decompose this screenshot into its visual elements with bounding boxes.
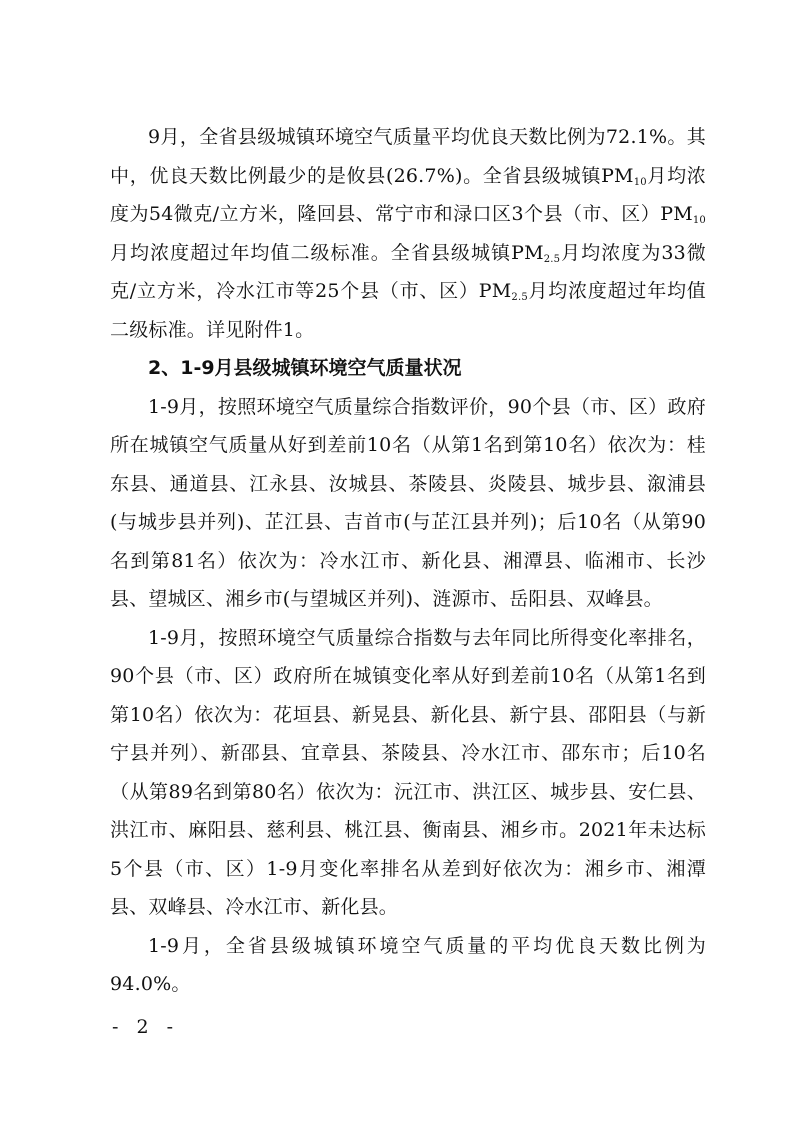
subscript: 2.5 — [511, 292, 528, 303]
text-segment: 月均浓度为33微克/立方米，冷水江市等25个县（市、区）PM — [110, 241, 707, 302]
section-heading: 2、1-9月县级城镇环境空气质量状况 — [148, 357, 462, 379]
text-segment: 9月，全省县级城镇环境空气质量平均优良天数比例为72.1%。其中，优良天数比例最少的是攸县(26.7%)。全省县级城镇PM — [110, 126, 706, 187]
document-body — [110, 118, 706, 1004]
paragraph-ranking-change-rate: 1-9月，按照环境空气质量综合指数与去年同比所得变化率排名，90个县（市、区）政府所在城镇变化率从好到差前10名（从第1名到第10名）依次为：花垣县、新晃县、新化县、新宁县、邵阳县（与新宁县并列）、新邵县、宜章县、茶陵县、冷水江市、邵东市；后10名（从第89名到第80名）依次为：沅江市、洪江区、城步县、安仁县、洪江市、麻阳县、慈利县、桃江县、衡南县、湘乡市。2021年未达标5个县（市、区）1-9月变化率排名从差到好依次为：湘乡市、湘潭县、双峰县、冷水江市、新化县。 — [110, 626, 706, 918]
text-segment: 月均浓度为54微克/立方米，隆回县、常宁市和渌口区3个县（市、区）PM — [110, 164, 706, 225]
page-number: - 2 - — [112, 1016, 180, 1038]
subscript: 10 — [692, 215, 706, 226]
paragraph-ranking-composite-index: 1-9月，按照环境空气质量综合指数评价，90个县（市、区）政府所在城镇空气质量从好到差前10名（从第1名到第10名）依次为：桂东县、通道县、江永县、汝城县、茶陵县、炎陵县、城步县、溆浦县(与城步县并列)、芷江县、吉首市(与芷江县并列)；后10名（从第90名到第81名）依次为：冷水江市、新化县、湘潭县、临湘市、长沙县、望城区、湘乡市(与望城区并列)、涟源市、岳阳县、双峰县。 — [110, 395, 706, 610]
text-segment: 月均浓度超过年均值二级标准。详见附件1。 — [110, 280, 706, 341]
paragraph-annual-good-days: 1-9月，全省县级城镇环境空气质量的平均优良天数比例为94.0%。 — [110, 934, 706, 995]
text-segment: 月均浓度超过年均值二级标准。全省县级城镇PM — [110, 241, 544, 264]
paragraph-september-summary — [110, 118, 706, 349]
subscript: 2.5 — [543, 253, 561, 265]
subscript: 10 — [633, 176, 647, 188]
